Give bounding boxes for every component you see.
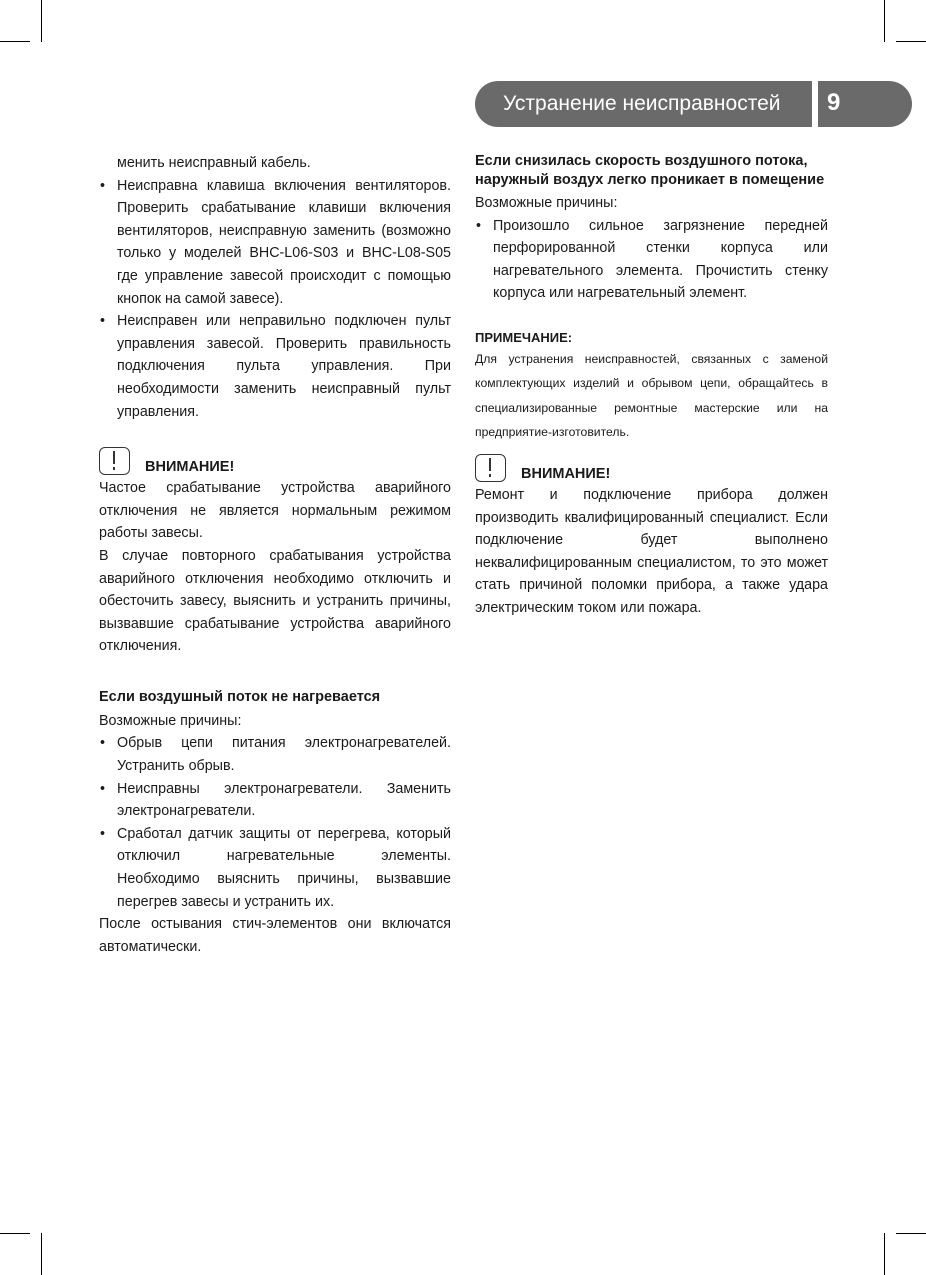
right-column bbox=[475, 152, 828, 620]
section-header bbox=[475, 81, 912, 127]
crop-mark-bottom-right-h bbox=[896, 1233, 926, 1234]
note-text: Для устранения неисправностей, связанных с заменой комплектующих изделий и обрывом цепи, обращайтесь в специализированные ремонтные мастерские или на предприятие-изготовитель. bbox=[475, 351, 828, 440]
crop-mark-top-left-h bbox=[0, 41, 30, 42]
bullet-dot-icon: • bbox=[100, 313, 106, 330]
exclamation-box-icon bbox=[99, 447, 130, 475]
crop-mark-bottom-right-v bbox=[884, 1233, 885, 1275]
bullet-list-causes bbox=[475, 215, 828, 305]
warning-paragraph: Частое срабатывание устройства аварийного отключения не является нормальным режимом работы завесы. bbox=[99, 480, 451, 542]
continued-text: менить неисправный кабель. bbox=[117, 155, 311, 171]
crop-mark-top-left-v bbox=[41, 0, 42, 42]
closing-paragraph: После остывания стич-элементов они включатся автоматически. bbox=[99, 916, 451, 955]
warning-title: ВНИМАНИЕ! bbox=[521, 465, 611, 482]
crop-mark-bottom-left-v bbox=[41, 1233, 42, 1275]
left-column bbox=[99, 152, 451, 958]
causes-intro: Возможные причины: bbox=[99, 712, 242, 729]
crop-mark-top-right-h bbox=[896, 41, 926, 42]
bullet-dot-icon: • bbox=[100, 825, 106, 842]
note-title: ПРИМЕЧАНИЕ: bbox=[475, 329, 573, 345]
warning-title: ВНИМАНИЕ! bbox=[145, 459, 235, 476]
crop-mark-top-right-v bbox=[884, 0, 885, 42]
section-title: Устранение неисправностей bbox=[503, 92, 781, 115]
section-heading: Если воздушный поток не нагревается bbox=[99, 688, 381, 705]
page-number: 9 bbox=[827, 89, 841, 116]
section-heading: Если снизилась скорость воздушного потока, наружный воздух легко проникает в помещение bbox=[475, 153, 825, 188]
list-item: • Обрыв цепи питания электронагревателей. Устранить обрыв. bbox=[99, 732, 451, 777]
bullet-list-causes bbox=[99, 732, 451, 913]
warning-header bbox=[475, 448, 828, 482]
header-divider bbox=[812, 81, 818, 127]
crop-mark-bottom-left-h bbox=[0, 1233, 30, 1234]
list-item: • Произошло сильное загрязнение передней перфорированной стенки корпуса или нагревательного элемента. Прочистить стенку корпуса или нагревательный элемент. bbox=[475, 215, 828, 305]
list-item: • Неисправен или неправильно подключен пульт управления завесой. Проверить правильность подключения пульта управления. При необходимости заменить неисправный пульт управления. bbox=[99, 310, 451, 423]
warning-header bbox=[99, 441, 451, 475]
warning-paragraph: В случае повторного срабатывания устройства аварийного отключения необходимо отключить и обесточить завесу, выяснить и устранить причины, вызвавшие срабатывание устройства аварийного отключения. bbox=[99, 547, 451, 655]
causes-intro: Возможные причины: bbox=[475, 195, 618, 211]
bullet-dot-icon: • bbox=[100, 780, 106, 797]
bullet-dot-icon: • bbox=[100, 177, 106, 194]
warning-paragraph: Ремонт и подключение прибора должен производить квалифицированный специалист. Если подключение будет выполнено неквалифицированным специалистом, то это может стать причиной поломки прибора, а также удара электрическим током или пожара. bbox=[475, 486, 828, 616]
list-item: • Сработал датчик защиты от перегрева, который отключил нагревательные элементы. Необходимо выяснить причины, вызвавшие перегрев завесы и устранить их. bbox=[99, 823, 451, 913]
bullet-list-top bbox=[99, 175, 451, 424]
list-item: • Неисправна клавиша включения вентиляторов. Проверить срабатывание клавиши включения вентиляторов, неисправную заменить (возможно только у моделей BHC-L06-S03 и BHC-L08-S05 где управление завесой происходит с помощью кнопок на самой завесе). bbox=[99, 175, 451, 311]
exclamation-box-icon bbox=[475, 454, 506, 482]
list-item: • Неисправны электронагреватели. Заменить электронагреватели. bbox=[99, 778, 451, 823]
bullet-dot-icon: • bbox=[100, 735, 106, 752]
bullet-dot-icon: • bbox=[476, 217, 482, 234]
